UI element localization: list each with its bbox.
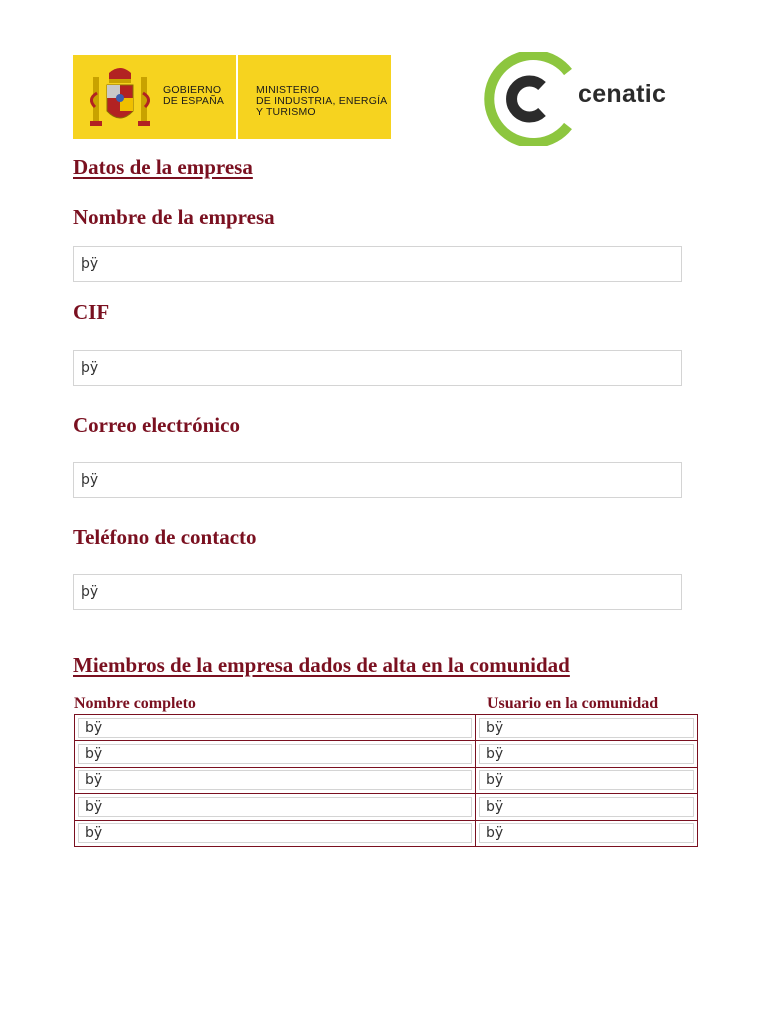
table-row (75, 794, 698, 820)
cell-value: bÿ (85, 746, 103, 763)
phone-field[interactable] (73, 574, 682, 610)
logo-divider (236, 55, 238, 139)
member-user-input[interactable] (479, 718, 694, 738)
gobierno-text: GOBIERNO DE ESPAÑA (163, 84, 225, 107)
member-name-input[interactable] (78, 770, 472, 790)
cenatic-wordmark: cenatic (578, 80, 667, 108)
member-user-input[interactable] (479, 770, 694, 790)
section-title-members: Miembros de la empresa dados de alta en la comunidad (73, 653, 570, 677)
section-title-company-data: Datos de la empresa (73, 155, 253, 179)
gobierno-espana-logo (73, 55, 391, 139)
table-row (75, 767, 698, 793)
member-name-input[interactable] (78, 744, 472, 764)
cell-value: bÿ (486, 719, 504, 736)
cell-value: bÿ (486, 798, 504, 815)
member-name-input[interactable] (78, 797, 472, 817)
cell-value: bÿ (486, 825, 504, 842)
member-name-input[interactable] (78, 823, 472, 843)
label-phone: Teléfono de contacto (73, 525, 257, 549)
phone-value: þÿ (81, 584, 99, 600)
cell-value: bÿ (486, 772, 504, 789)
member-user-input[interactable] (479, 744, 694, 764)
label-company-name: Nombre de la empresa (73, 205, 275, 229)
cif-field[interactable] (73, 350, 682, 386)
column-header-community-user: Usuario en la comunidad (487, 695, 659, 712)
label-email: Correo electrónico (73, 413, 240, 437)
table-row (75, 820, 698, 846)
email-field[interactable] (73, 462, 682, 498)
cell-value: bÿ (85, 825, 103, 842)
members-table (74, 714, 698, 847)
label-cif: CIF (73, 300, 110, 324)
cell-value: bÿ (85, 772, 103, 789)
cell-value: bÿ (85, 719, 103, 736)
table-row (75, 741, 698, 767)
member-user-input[interactable] (479, 797, 694, 817)
coat-of-arms-icon (87, 63, 153, 133)
company-name-value: þÿ (81, 256, 99, 272)
column-header-full-name: Nombre completo (74, 695, 196, 712)
cif-value: þÿ (81, 360, 99, 376)
member-name-input[interactable] (78, 718, 472, 738)
member-user-input[interactable] (479, 823, 694, 843)
company-name-field[interactable] (73, 246, 682, 282)
cenatic-c-icon (480, 52, 580, 146)
cenatic-logo (480, 52, 680, 146)
cell-value: bÿ (486, 746, 504, 763)
email-value: þÿ (81, 472, 99, 488)
table-row (75, 715, 698, 741)
cell-value: bÿ (85, 798, 103, 815)
ministerio-text: MINISTERIO DE INDUSTRIA, ENERGÍA Y TURISMO (256, 84, 388, 118)
